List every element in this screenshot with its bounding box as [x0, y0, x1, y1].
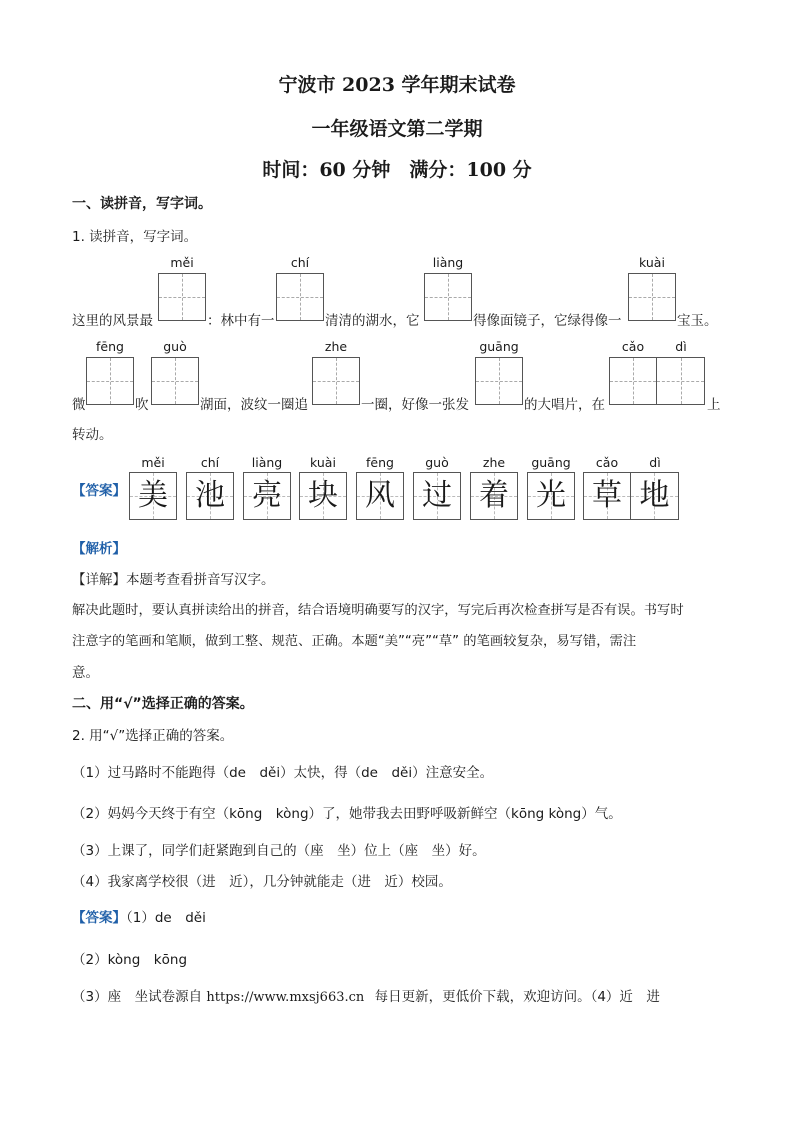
- question2-item-1: （1）过马路时不能跑得（de děi）太快，得（de děi）注意安全。: [72, 765, 494, 781]
- answer-char-box-10: [631, 472, 679, 520]
- answer-char-1: 美: [138, 478, 168, 513]
- answer2-line-1: [72, 906, 206, 926]
- explain-line-2: 注意字的笔画和笔顺，做到工整、规范、正确。本题“美”“亮”“草” 的笔画较复杂，易写错，需注: [72, 634, 637, 649]
- line2-seg2: 吹: [135, 397, 149, 413]
- answer-char-box-3: [243, 472, 291, 520]
- answer-char-2: 池: [195, 478, 225, 513]
- explain-line-3: 意。: [72, 665, 99, 681]
- writing-box-3[interactable]: [424, 273, 472, 321]
- pinyin-chi: chí: [290, 255, 310, 270]
- answer-char-10: 地: [639, 478, 670, 513]
- pinyin-liang: liàng: [432, 255, 464, 270]
- pinyin-kuai: kuài: [639, 255, 665, 270]
- answer-char-6: 过: [422, 478, 452, 513]
- line3-text: 转动。: [72, 427, 113, 443]
- question2-item-4: （4）我家离学校很（进 近），几分钟就能走（进 近）校园。: [72, 874, 452, 890]
- answer-tag-1: 【答案】: [72, 483, 126, 499]
- page-title: 宁波市 2023 学年期末试卷: [278, 74, 516, 96]
- answer-char-4: 块: [308, 478, 338, 513]
- answer-pinyin-6: guò: [425, 455, 449, 470]
- answer2-2: （2）kòng kōng: [72, 952, 188, 968]
- writing-box-6[interactable]: [151, 357, 199, 405]
- answer2-3b: 每日更新，更低价下载，欢迎访问。（4）近 进: [374, 989, 660, 1005]
- answer-pinyin-1: měi: [141, 455, 165, 470]
- writing-box-10[interactable]: [657, 357, 705, 405]
- pinyin-zhe: zhe: [324, 339, 348, 354]
- writing-box-9[interactable]: [609, 357, 657, 405]
- answer-char-box-1: [129, 472, 177, 520]
- answer-char-box-4: [299, 472, 347, 520]
- pinyin-mei: měi: [170, 255, 194, 270]
- writing-box-8[interactable]: [475, 357, 523, 405]
- answer-pinyin-2: chí: [200, 455, 220, 470]
- pinyin-guo: guò: [163, 339, 187, 354]
- answer2-3a: （3）座 坐试卷源自: [72, 989, 203, 1005]
- answer-char-5: 风: [365, 478, 395, 513]
- answer-char-box-7: [470, 472, 518, 520]
- section2-heading: 二、用“√”选择正确的答案。: [72, 696, 254, 712]
- exam-time-score: 时间：60 分钟 满分：100 分: [262, 159, 532, 181]
- answer-char-3: 亮: [252, 478, 282, 513]
- line2-seg3: 湖面，波纹一圈追: [200, 397, 308, 413]
- line2-seg6: 上: [707, 397, 721, 413]
- pinyin-di: dì: [675, 339, 687, 354]
- answer-char-box-2: [186, 472, 234, 520]
- detail-tag: 【详解】: [72, 572, 126, 588]
- answer-char-box-6: [413, 472, 461, 520]
- answer2-line-3: [72, 985, 660, 1005]
- line1-seg4: 得像面镜子，它绿得像一: [473, 313, 622, 329]
- question2-item-3: （3）上课了，同学们赶紧跑到自己的（座 坐）位上（座 坐）好。: [72, 843, 486, 859]
- question1-label: 1. 读拼音，写字词。: [72, 229, 198, 245]
- line1-seg5: 宝玉。: [677, 313, 718, 329]
- answer-char-box-5: [356, 472, 404, 520]
- writing-box-7[interactable]: [312, 357, 360, 405]
- answer-char-9: 草: [592, 478, 622, 513]
- answer-char-7: 着: [479, 478, 509, 513]
- section1-heading: 一、读拼音，写字词。: [72, 196, 212, 212]
- answer-char-box-8: [527, 472, 575, 520]
- detail-line: [72, 568, 275, 588]
- source-url-link[interactable]: https://www.mxsj663.cn: [206, 990, 365, 1005]
- pinyin-guang: guāng: [479, 339, 519, 354]
- answer-pinyin-10: dì: [649, 455, 661, 470]
- answer-tag-2: 【答案】: [72, 910, 126, 926]
- pinyin-cao: cǎo: [621, 339, 645, 354]
- writing-box-2[interactable]: [276, 273, 324, 321]
- line2-seg4: 一圈，好像一张发: [361, 397, 469, 413]
- question2-item-2: （2）妈妈今天终于有空（kōng kòng）了，她带我去田野呼吸新鲜空（kōng kòng）气。: [72, 806, 622, 822]
- answer-pinyin-4: kuài: [310, 455, 336, 470]
- answer-char-8: 光: [536, 478, 566, 513]
- explain-line-1: 解决此题时，要认真拼读给出的拼音，结合语境明确要写的汉字，写完后再次检查拼写是否有误。书写时: [72, 603, 684, 618]
- page-subtitle: 一年级语文第二学期: [311, 118, 483, 140]
- answer-pinyin-8: guāng: [531, 455, 571, 470]
- line2-seg5: 的大唱片，在: [524, 397, 605, 413]
- answer-pinyin-9: cǎo: [595, 455, 619, 470]
- line1-seg2: ：林中有一: [207, 313, 275, 329]
- answer-pinyin-5: fēng: [366, 455, 394, 470]
- analysis-tag: 【解析】: [72, 541, 126, 557]
- question2-label: 2. 用“√”选择正确的答案。: [72, 728, 234, 744]
- answer-pinyin-3: liàng: [251, 455, 283, 470]
- answer2-1: （1）de děi: [126, 910, 206, 926]
- line1-seg3: 清清的湖水，它: [325, 313, 420, 329]
- line1-seg1: 这里的风景最: [72, 313, 153, 329]
- writing-box-1[interactable]: [158, 273, 206, 321]
- answer-char-box-9: [583, 472, 631, 520]
- detail-text: 本题考查看拼音写汉字。: [126, 572, 275, 588]
- writing-box-5[interactable]: [86, 357, 134, 405]
- writing-box-4[interactable]: [628, 273, 676, 321]
- line2-seg1: 微: [72, 397, 86, 413]
- pinyin-feng: fēng: [96, 339, 124, 354]
- answer-pinyin-7: zhe: [482, 455, 506, 470]
